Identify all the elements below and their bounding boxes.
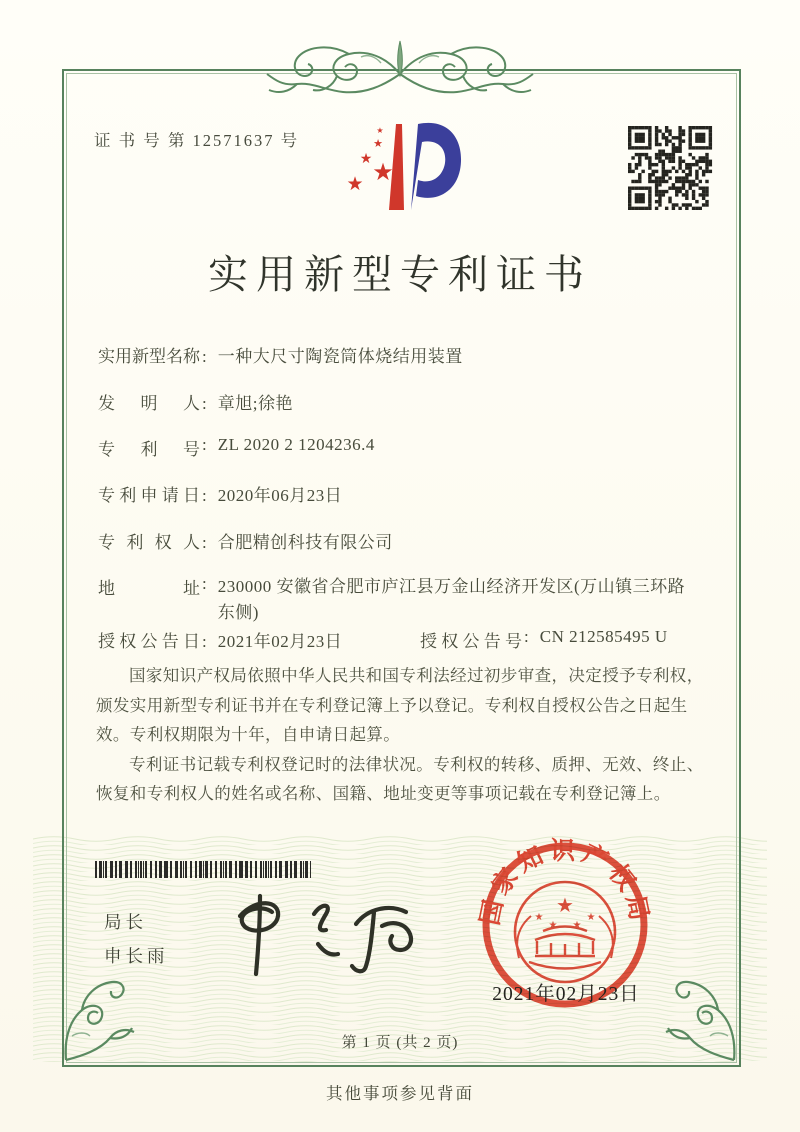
field-value: 章旭;徐艳 bbox=[217, 394, 293, 413]
svg-text:★: ★ bbox=[372, 158, 394, 186]
svg-text:★: ★ bbox=[586, 912, 596, 923]
field-label: 专利申请日 : bbox=[98, 486, 218, 505]
legal-paragraph-2: 专利证书记载专利权登记时的法律状况。专利权的转移、质押、无效、终止、恢复和专利权人的姓名或名称、国籍、地址变更等事项记载在专利登记簿上。 bbox=[96, 754, 704, 803]
back-note: 其他事项参见背面 bbox=[326, 1084, 474, 1103]
seal-ring-text: 国家知识产权局 bbox=[476, 838, 654, 928]
certificate-number: 证 书 号 第 12571637 号 bbox=[94, 131, 300, 150]
officer-name: 申长雨 bbox=[104, 946, 169, 966]
field-label: 实用新型名称 : bbox=[98, 347, 218, 366]
certificate-title: 实用新型专利证书 bbox=[208, 252, 592, 297]
field-label: 授权公告号 : bbox=[420, 627, 540, 646]
svg-text:★: ★ bbox=[359, 151, 373, 167]
field-value: 2020年06月23日 bbox=[217, 486, 343, 505]
seal-date: 2021年02月23日 bbox=[492, 984, 640, 1005]
svg-text:★: ★ bbox=[376, 126, 384, 135]
page-number: 第 1 页 (共 2 页) bbox=[341, 1035, 459, 1051]
field-value: CN 212585495 U bbox=[539, 627, 668, 646]
field-label: 专利权人 : bbox=[98, 533, 218, 552]
legal-text bbox=[96, 661, 710, 809]
officer-title: 局长 bbox=[104, 912, 147, 932]
legal-paragraph-1: 国家知识产权局依照中华人民共和国专利法经过初步审查，决定授予专利权，颁发实用新型专利证书并在专利登记簿上予以登记。专利权自授权公告之日起生效。专利权期限为十年，自申请日起算。 bbox=[96, 666, 704, 744]
svg-text:★: ★ bbox=[556, 893, 574, 917]
officer-block bbox=[104, 905, 169, 973]
svg-text:★: ★ bbox=[548, 920, 558, 931]
field-value: 2021年02月23日 bbox=[217, 632, 343, 651]
field-value: 230000 安徽省合肥市庐江县万金山经济开发区(万山镇三环路东侧) bbox=[217, 577, 686, 622]
field-label: 专利号 : bbox=[98, 435, 218, 454]
svg-text:★: ★ bbox=[373, 137, 383, 150]
barcode-icon bbox=[95, 861, 311, 878]
field-label: 地址 : bbox=[98, 574, 218, 593]
field-value: 合肥精创科技有限公司 bbox=[217, 533, 393, 552]
national-emblem-icon bbox=[515, 882, 615, 982]
svg-text:★: ★ bbox=[346, 173, 364, 195]
field-value: ZL 2020 2 1204236.4 bbox=[217, 435, 375, 454]
qr-code-icon bbox=[627, 126, 713, 210]
svg-text:★: ★ bbox=[534, 912, 544, 923]
officer-signature-icon bbox=[222, 890, 422, 982]
field-label: 发明人 : bbox=[98, 394, 218, 413]
svg-text:★: ★ bbox=[572, 920, 582, 931]
field-label: 授权公告日 : bbox=[98, 632, 218, 651]
field-value: 一种大尺寸陶瓷筒体烧结用装置 bbox=[217, 347, 463, 366]
top-scroll-ornament-icon bbox=[263, 36, 537, 108]
cnipa-logo-icon bbox=[336, 114, 466, 218]
